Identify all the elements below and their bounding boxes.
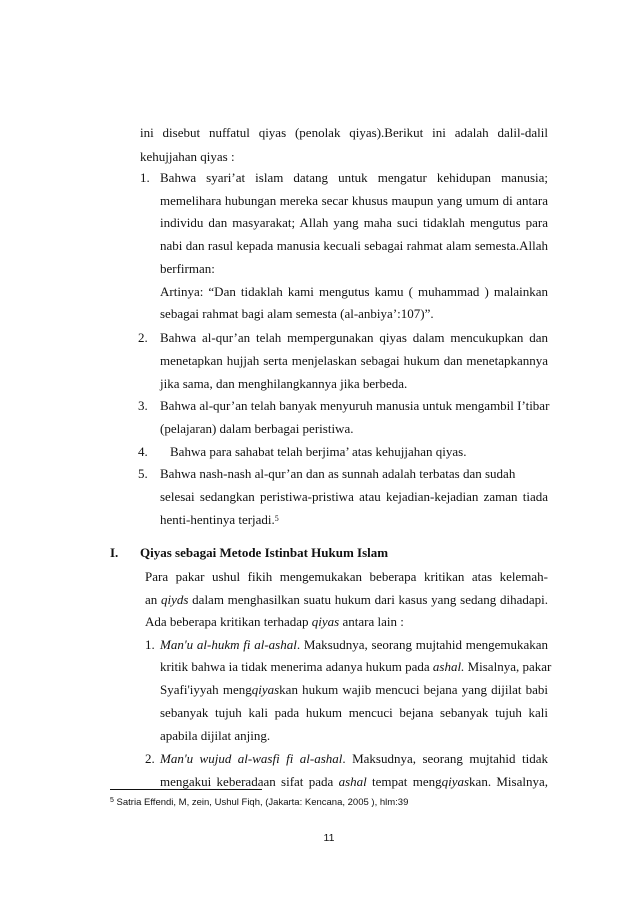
text-span: mengakui keberadaan sifat pada (160, 774, 339, 789)
list1-item-3-number: 3. (138, 398, 148, 413)
footnote (110, 797, 408, 809)
italic-term: qiyds (161, 592, 189, 607)
footnote-reference: 5 (274, 514, 279, 523)
list2-item-1-line-5: apabila dijilat anjing. (160, 728, 271, 743)
list2-item-1-line-2 (160, 659, 552, 675)
italic-term: qiyas (311, 614, 340, 629)
text-span: Syafi'iyyah meng (160, 682, 252, 697)
list1-item-1-line: berfirman: (160, 261, 215, 276)
intro-line-1: ini disebut nuffatul qiyas (penolak qiyas).Berikut ini adalah dalil-dalil (140, 125, 548, 140)
italic-term: Man'u wujud al-wasfi fi al-ashal (160, 751, 343, 766)
text-span: kritik bahwa ia tidak menerima adanya hukum pada (160, 659, 433, 674)
text-span: an (145, 592, 161, 607)
list1-item-2-number: 2. (138, 330, 148, 345)
list2-item-1-number: 1. (145, 637, 155, 652)
list1-item-1-line: nabi dan rasul kepada manusia kecuali sebagai rahmat alam semesta.Allah (160, 238, 548, 253)
italic-term: Man'u al-hukm fi al-ashal (160, 637, 297, 652)
list2-item-1-line-4: sebanyak tujuh kali pada hukum mencuci bejana sebanyak tujuh kali (160, 705, 548, 720)
text-span: Ada beberapa kritikan terhadap (145, 614, 312, 629)
list1-item-5-line: selesai sedangkan peristiwa-pristiwa atau kejadian-kejadian zaman tiada (160, 489, 548, 504)
list1-item-1-number: 1. (140, 170, 150, 185)
italic-term: qiyas (441, 774, 470, 789)
text-span: Misalnya, pakar (464, 659, 552, 674)
intro-line-2: kehujjahan qiyas : (140, 149, 235, 164)
paragraph-line-1: Para pakar ushul fikih mengemukakan beberapa kritikan atas kelemah- (145, 569, 548, 584)
list1-item-1-line: individu dan masyarakat; Allah yang maha suci tidaklah mengutus para (160, 215, 548, 230)
list1-item-1-line: sebagai rahmat bagi alam semesta (al-anbiya’:107)”. (160, 306, 434, 321)
section-label: I. (110, 545, 119, 560)
text-span: kan. Misalnya, (469, 774, 548, 789)
footnote-text: Satria Effendi, M, zein, Ushul Fiqh, (Jakarta: Kencana, 2005 ), hlm:39 (113, 797, 409, 808)
list1-item-5-text: henti-hentinya terjadi. (160, 512, 275, 527)
list2-item-2-number: 2. (145, 751, 155, 766)
text-span: kan hukum wajib mencuci bejana yang dijilat babi (279, 682, 549, 697)
footnote-number: 5 (110, 797, 114, 804)
list1-item-5-line: Bahwa nash-nash al-qur’an dan as sunnah adalah terbatas dan sudah (160, 466, 516, 481)
list1-item-1-line: Bahwa syari’at islam datang untuk mengatur kehidupan manusia; (160, 170, 548, 185)
list2-item-1-line-3 (160, 682, 548, 698)
text-span: . Maksudnya, seorang mujtahid tidak (342, 751, 548, 766)
list1-item-2-line: jika sama, dan menghilangkannya jika berbeda. (160, 376, 408, 391)
section-title: Qiyas sebagai Metode Istinbat Hukum Islam (140, 545, 389, 560)
list1-item-5-line (160, 512, 279, 528)
list1-item-5-number: 5. (138, 466, 148, 481)
footnote-divider (110, 789, 262, 790)
list1-item-2-line: Bahwa al-qur’an telah mempergunakan qiyas dalam mencukupkan dan (160, 330, 548, 345)
text-span: antara lain : (339, 614, 404, 629)
list1-item-1-line: Artinya: “Dan tidaklah kami mengutus kamu ( muhammad ) malainkan (160, 284, 548, 299)
list2-item-2-line-1 (160, 751, 548, 767)
text-span: tempat meng (366, 774, 442, 789)
text-span: . Maksudnya, seorang mujtahid mengemukakan (296, 637, 549, 652)
paragraph-line-2 (145, 592, 548, 608)
list2-item-1-line-1 (160, 637, 548, 653)
list1-item-1-line: memelihara hubungan mereka secar khusus maupun yang umum di antara (160, 193, 548, 208)
list1-item-3-line: Bahwa al-qur’an telah banyak menyuruh manusia untuk mengambil I’tibar (160, 398, 550, 413)
italic-term: ashal. (432, 659, 465, 674)
text-span: dalam menghasilkan suatu hukum dari kasus yang sedang dihadapi. (188, 592, 548, 607)
italic-term: ashal (338, 774, 367, 789)
list1-item-4-number: 4. (138, 444, 148, 459)
list1-item-4-line: Bahwa para sahabat telah berjima’ atas kehujjahan qiyas. (170, 444, 467, 459)
list1-item-2-line: menetapkan hujjah serta menjelaskan sebagai hukum dan menetapkannya (160, 353, 548, 368)
list2-item-2-line-2 (160, 774, 548, 790)
page-number: 11 (323, 832, 335, 844)
italic-term: qiyas (251, 682, 280, 697)
list1-item-3-line: (pelajaran) dalam berbagai peristiwa. (160, 421, 354, 436)
paragraph-line-3 (145, 614, 404, 630)
